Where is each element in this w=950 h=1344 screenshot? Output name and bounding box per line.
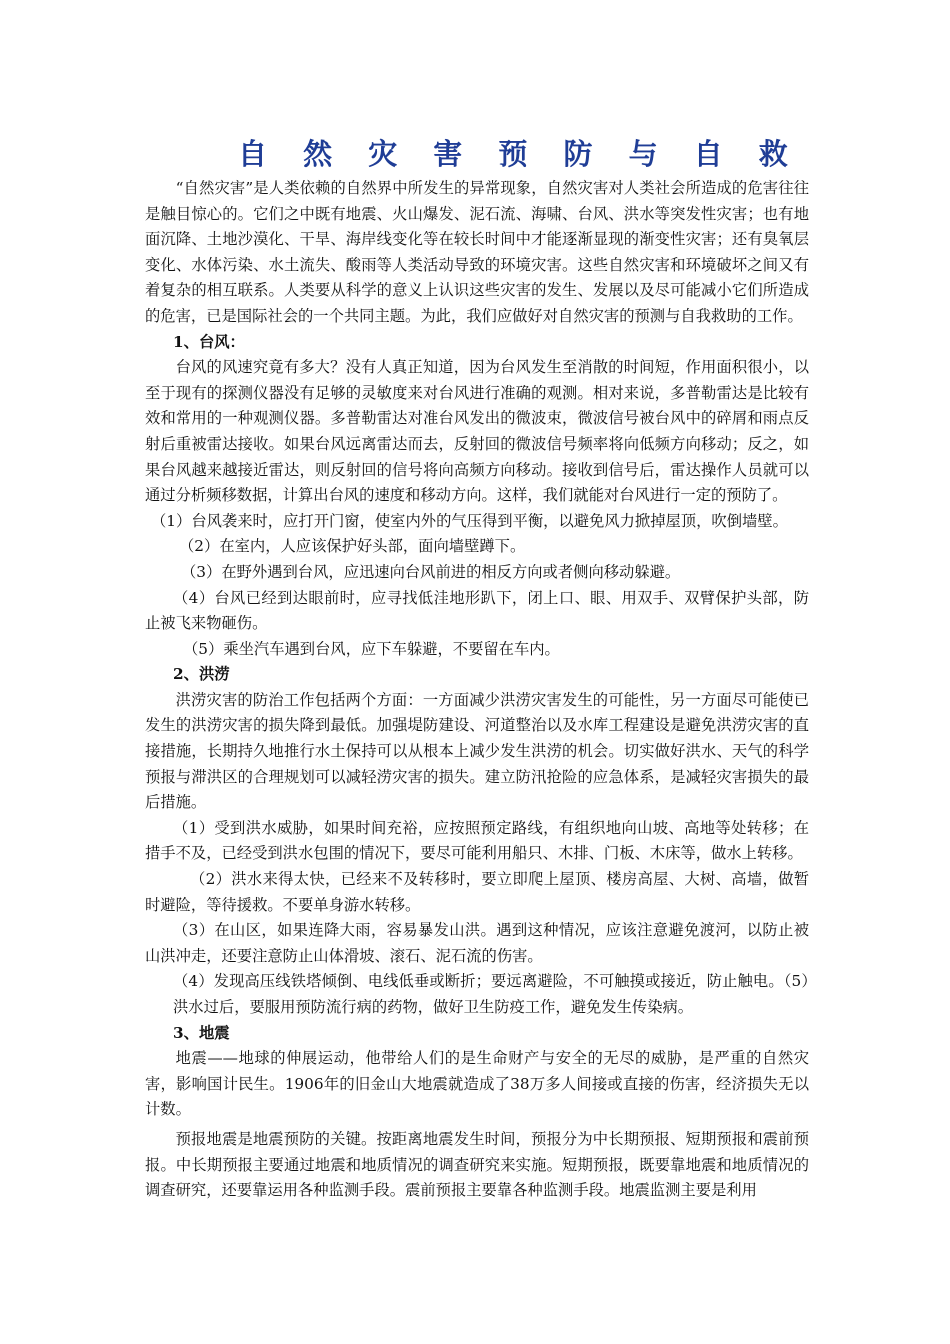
document-body [145, 176, 809, 1204]
typhoon-item-3: （3）在野外遇到台风，应迅速向台风前进的相反方向或者侧向移动躲避。 [181, 562, 681, 581]
intro-paragraph: “自然灾害”是人类依赖的自然界中所发生的异常现象，自然灾害对人类社会所造成的危害往往是触目惊心的。它们之中既有地震、火山爆发、泥石流、海啸、台风、洪水等突发性灾害；也有地面沉降、土地沙漠化、干旱、海岸线变化等在较长时间中才能逐渐显现的渐变性灾害；还有臭氧层变化、水体污染、水土流失、酸雨等人类活动导致的环境灾害。这些自然灾害和环境破坏之间又有着复杂的相互联系。人类要从科学的意义上认识这些灾害的发生、发展以及尽可能减小它们所造成的危害，已是国际社会的一个共同主题。为此，我们应做好对自然灾害的预测与自我救助的工作。 [145, 179, 809, 325]
earthquake-paragraph-2: 预报地震是地震预防的关键。按距离地震发生时间，预报分为中长期预报、短期预报和震前预报。中长期预报主要通过地震和地质情况的调查研究来实施。短期预报，既要靠地震和地质情况的调查研究，还要靠运用各种监测手段。震前预报主要靠各种监测手段。地震监测主要是利用 [145, 1129, 809, 1200]
flood-item-1: （1）受到洪水威胁，如果时间充裕，应按照预定路线，有组织地向山坡、高地等处转移；在措手不及，已经受到洪水包围的情况下，要尽可能利用船只、木排、门板、木床等，做水上转移。 [145, 818, 809, 863]
section-heading-flood: 2、洪涝 [173, 665, 230, 684]
flood-paragraph: 洪涝灾害的防治工作包括两个方面：一方面减少洪涝灾害发生的可能性，另一方面尽可能使已发生的洪涝灾害的损失降到最低。加强堤防建设、河道整治以及水库工程建设是避免洪涝灾害的直接措施，长期持久地推行水土保持可以从根本上减少发生洪涝的机会。切实做好洪水、天气的科学预报与滞洪区的合理规划可以减轻涝灾害的损失。建立防汛抢险的应急体系，是减轻灾害损失的最后措施。 [145, 690, 809, 812]
section-heading-typhoon: 1、台风： [173, 332, 245, 351]
document-title: 自 然 灾 害 预 防 与 自 救 [238, 137, 801, 171]
flood-item-3: （3）在山区，如果连降大雨，容易暴发山洪。遇到这种情况，应该注意避免渡河，以防止被山洪冲走，还要注意防止山体滑坡、滚石、泥石流的伤害。 [145, 921, 809, 965]
flood-item-4: （4）发现高压线铁塔倾倒、电线低垂或断折；要远离避险，不可触摸或接近，防止触电。（5）洪水过后，要服用预防流行病的药物，做好卫生防疫工作，避免发生传染病。 [173, 972, 809, 1016]
earthquake-paragraph-1: 地震——地球的伸展运动，他带给人们的是生命财产与安全的无尽的威胁，是严重的自然灾害，影响国计民生。1906年的旧金山大地震就造成了38万多人间接或直接的伤害，经济损失无以计数。 [145, 1049, 809, 1119]
flood-item-2: （2）洪水来得太快，已经来不及转移时，要立即爬上屋顶、楼房高屋、大树、高墙，做暂时避险，等待援救。不要单身游水转移。 [145, 870, 809, 914]
section-heading-earthquake: 3、地震 [173, 1023, 230, 1042]
typhoon-paragraph: 台风的风速究竟有多大？没有人真正知道，因为台风发生至消散的时间短，作用面积很小，以至于现有的探测仪器没有足够的灵敏度来对台风进行准确的观测。相对来说，多普勒雷达是比较有效和常用的一种观测仪器。多普勒雷达对准台风发出的微波束，微波信号被台风中的碎屑和雨点反射后重被雷达接收。如果台风远离雷达而去，反射回的微波信号频率将向低频方向移动；反之，如果台风越来越接近雷达，则反射回的信号将向高频方向移动。接收到信号后，雷达操作人员就可以通过分析频移数据，计算出台风的速度和移动方向。这样，我们就能对台风进行一定的预防了。 [145, 358, 809, 505]
typhoon-item-1: （1）台风袭来时，应打开门窗，使室内外的气压得到平衡，以避免风力掀掉屋顶，吹倒墙壁。 [151, 511, 788, 530]
typhoon-item-4: （4）台风已经到达眼前时，应寻找低洼地形趴下，闭上口、眼、用双手、双臂保护头部，防止被飞来物砸伤。 [145, 588, 809, 633]
typhoon-item-5: （5）乘坐汽车遇到台风，应下车躲避，不要留在车内。 [183, 639, 560, 658]
typhoon-item-2: （2）在室内，人应该保护好头部，面向墙壁蹲下。 [179, 537, 526, 556]
